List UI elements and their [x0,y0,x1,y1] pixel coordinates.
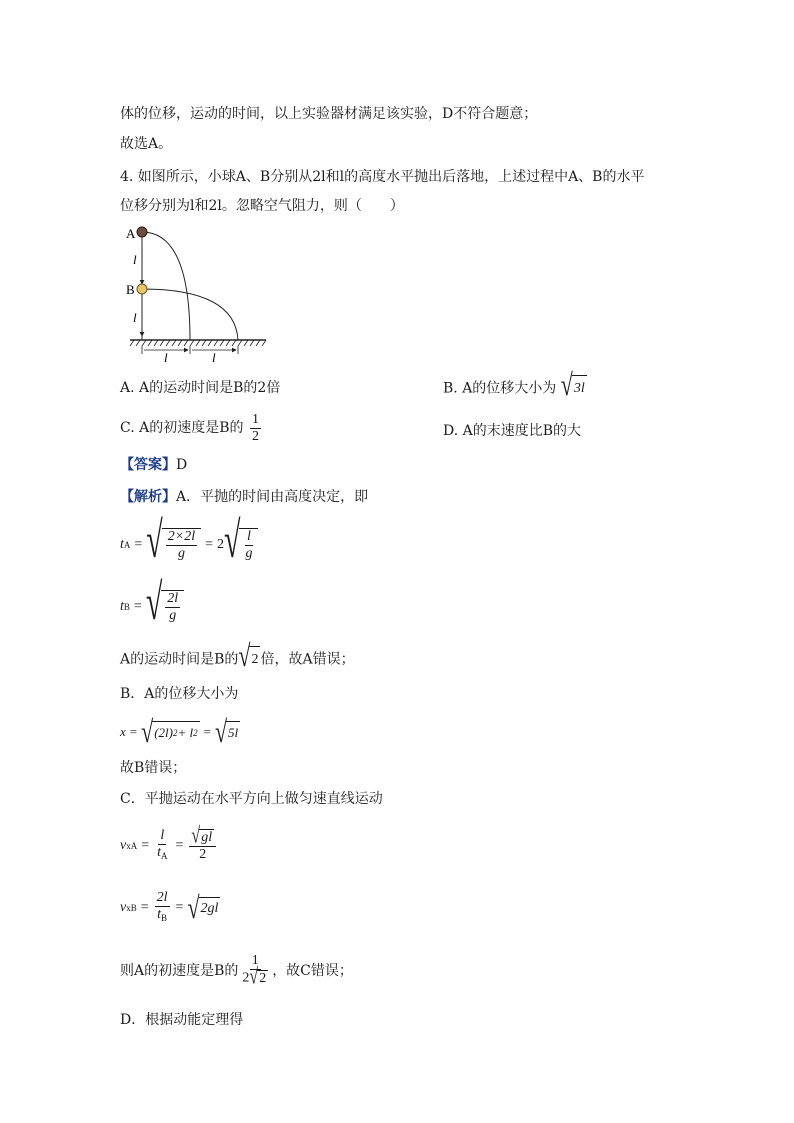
option-c-num: 1 [251,411,259,427]
analysis-d-intro: D．根据动能定理得 [120,1012,244,1028]
answer-value: D [176,457,188,473]
eq-ta-den2: g [245,546,253,561]
eq-vxa-sub: xA [126,841,138,851]
question-line-2: 位移分别为l和2l。忽略空气阻力，则（ ） [120,198,404,214]
a-ratio-val: 2 [249,646,260,673]
eq-x: x = √ (2l) 2 + l 2 = √ 5l [120,713,239,749]
option-c-fraction [250,412,261,445]
option-b [443,366,587,402]
analysis-c-ratio: 则A的初速度是B的 1 2 √ 2 ，故C错误； [120,953,353,989]
eq-ta-num2: l [247,529,251,544]
eq-vxa-rhs-num: gl [201,830,213,845]
c-ratio-den-rad: 2 [259,971,267,986]
answer-line [120,455,187,475]
label-l-upper: l [133,252,137,267]
eq-vxb-den-t: t [157,907,162,922]
label-b: B [126,282,135,297]
eq-ta-num: 2×2l [167,529,196,544]
conclusion-text: 故选A。 [120,136,173,152]
analysis-b-concl: 故B错误； [120,760,187,776]
eq-vxb-rhs: 2gl [199,897,221,919]
eq-vxb-lhs: v [120,900,127,915]
eq-x-sq2: 2 [193,727,198,738]
analysis-a-ratio: A的运动时间是B的 √ 2 倍，故A错误； [120,637,355,673]
eq-vxa-lhs: v [120,838,127,853]
eq-vxb: v xB = $\frac{2l}{t_B}$ = √ 2gl [120,889,219,925]
continuation-text: 体的位移，运动的时间，以上实验器材满足该实验，D不符合题意； [120,106,538,122]
eq-vxb-num: 2l [156,890,168,905]
ball-a [137,227,147,237]
eq-x-plus: + l [177,724,194,740]
label-l-right: l [212,350,216,365]
eq-vxa-den-sub: A [161,851,168,861]
option-b-value: 3l [572,375,587,402]
ball-b [137,284,147,294]
answer-tag: 【答案】 [120,457,176,473]
option-c-den: 2 [251,428,259,444]
question-line-1: 4. 如图所示，小球A、B分别从2l和l的高度水平抛出后落地，上述过程中A、B的水平 [120,169,645,185]
eq-x-sq: 2 [172,727,178,738]
eq-vxa-den-t: t [157,845,162,860]
eq-tb-num: 2l [167,591,179,606]
eq-x-lhs: x [120,724,126,739]
c-ratio-pre: 则A的初速度是B的 [120,963,239,979]
eq-ta-den: g [177,546,185,561]
eq-ta-coef: 2 [217,537,225,552]
eq-tb: t B = √ $\frac{2l}{g}$ [120,582,184,632]
label-a: A [126,226,136,241]
a-ratio-post: 倍，故A错误； [260,651,355,668]
c-ratio-den-pre: 2 [242,970,250,986]
eq-vxa-rhs-den: 2 [199,847,207,862]
option-c [120,410,263,446]
eq-tb-den: g [169,608,177,623]
c-ratio-post: ，故C错误； [272,963,353,979]
projectile-figure [120,222,280,367]
eq-ta: t A = √ $\frac{2\times 2l}{g}$ = 2 √ $\frac{l}{g}$ [120,520,258,570]
analysis-c-intro: C．平抛运动在水平方向上做匀速直线运动 [120,791,383,807]
eq-tb-sub: B [123,602,130,612]
option-b-sqrt: √ 3l [560,366,585,402]
eq-ta-lhs: t [120,537,124,552]
analysis-a-text: A．平抛的时间由高度决定，即 [176,489,369,505]
analysis-tag: 【解析】 [120,489,176,505]
eq-x-rhs: 5l [226,721,240,743]
a-ratio-pre: A的运动时间是B的 [120,651,239,668]
option-a: A. A的运动时间是B的2倍 [120,380,281,396]
eq-x-under: (2l) [154,724,173,740]
option-c-text: C. A的初速度是B的 [120,420,244,436]
eq-tb-lhs: t [120,599,124,614]
eq-vxa: v xA = $\frac{l}{t_A}$ = √ gl 2 [120,822,218,870]
eq-vxb-den-sub: B [161,913,168,923]
option-d: D. A的末速度比B的大 [443,423,582,439]
analysis-b-intro: B．A的位移大小为 [120,686,239,702]
eq-ta-sub: A [123,540,131,550]
label-l-left: l [164,350,168,365]
eq-vxb-sub: xB [126,903,137,913]
analysis-a-intro [120,487,368,507]
c-ratio-num: 1 [251,953,259,968]
eq-vxa-num: l [160,828,165,843]
label-l-lower: l [133,310,137,325]
option-b-text: B. A的位移大小为 [443,380,557,397]
